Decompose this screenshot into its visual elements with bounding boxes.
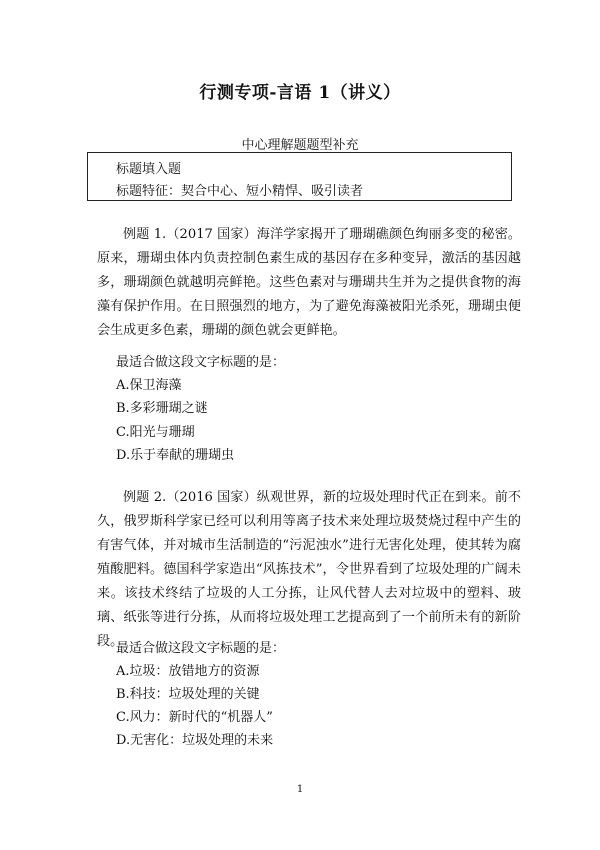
question-2-option-b: B.科技：垃圾处理的关键 [116, 687, 260, 702]
question-2-prompt: 最适合做这段文字标题的是： [116, 641, 286, 656]
question-2-option-c: C.风力：新时代的“机器人” [116, 710, 273, 725]
question-1-option-c: C.阳光与珊瑚 [116, 425, 195, 440]
question-1-option-a: A.保卫海藻 [116, 378, 182, 393]
question-1-prompt: 最适合做这段文字标题的是： [116, 355, 286, 370]
question-1-option-b: B.多彩珊瑚之谜 [116, 401, 208, 416]
section-subtitle: 中心理解题题型补充 [241, 138, 359, 153]
question-2-option-a: A.垃圾：放错地方的资源 [116, 664, 260, 679]
info-box-heading: 标题填入题 [116, 162, 182, 177]
info-box-features: 标题特征：契合中心、短小精悍、吸引读者 [116, 184, 364, 199]
question-2-option-d: D.无害化：垃圾处理的未来 [116, 733, 274, 748]
question-1-passage: 例题 1.（2017 国家）海洋学家揭开了珊瑚礁颜色绚丽多变的秘密。原来，珊瑚虫体内负责控制色素生成的基因存在多种变异，激活的基因越多，珊瑚颜色就越明亮鲜艳。这些色素对与珊瑚共生并为之提供食物的海藻有保护作用。在日照强烈的地方，为了避免海藻被阳光杀死，珊瑚虫便会生成更多色素，珊瑚的颜色就会更鲜艳。 [97, 227, 521, 338]
question-2-passage: 例题 2.（2016 国家）纵观世界，新的垃圾处理时代正在到来。前不久，俄罗斯科学家已经可以利用等离子技术来处理垃圾焚烧过程中产生的有害气体，并对城市生活制造的“污泥浊水”进行无害化处理，使其转为腐殖酸肥料。德国科学家造出“风拣技术”，令世界看到了垃圾处理的广阔未来。该技术终结了垃圾的人工分拣，让风代替人去对垃圾中的塑料、玻璃、纸张等进行分拣，从而将垃圾处理工艺提高到了一个前所未有的新阶段。 [97, 490, 521, 649]
page-title: 行测专项-言语 1（讲义） [199, 83, 401, 103]
page-number: 1 [296, 784, 304, 795]
info-box [87, 152, 512, 201]
question-1-option-d: D.乐于奉献的珊瑚虫 [116, 448, 235, 463]
